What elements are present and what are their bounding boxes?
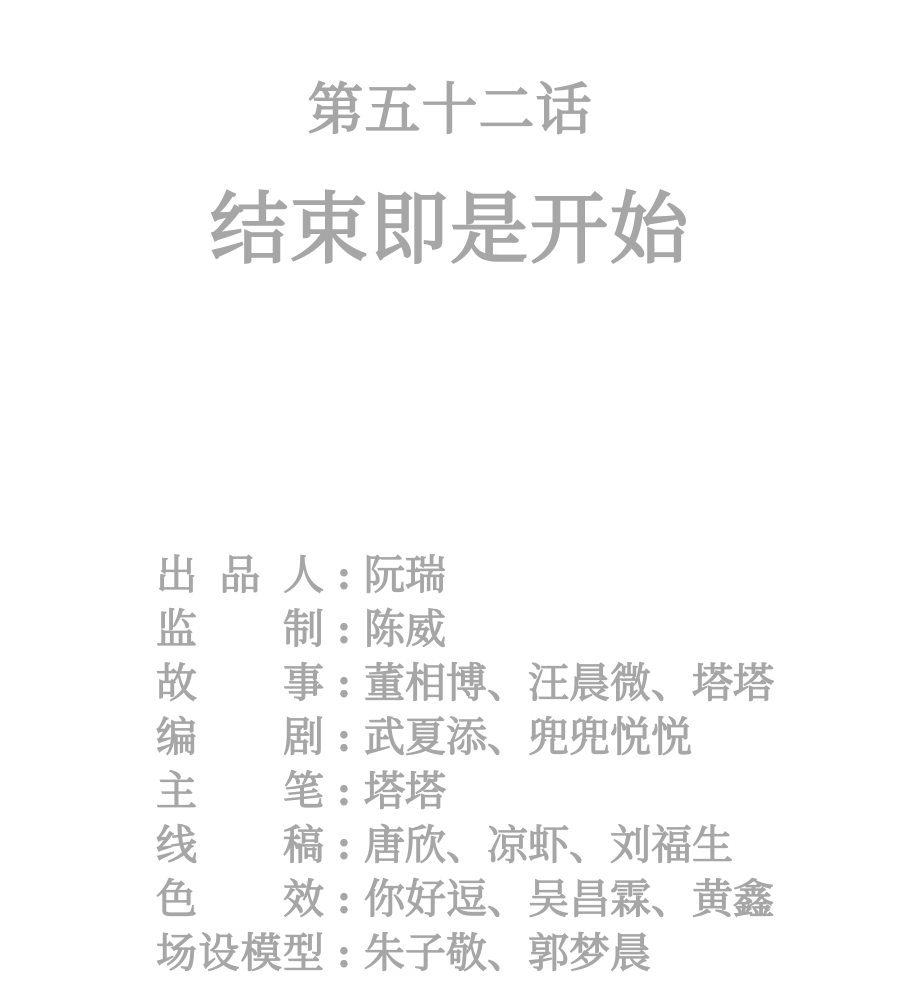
credit-row-scene-models <box>156 926 856 980</box>
credit-label-char: 编 <box>156 713 197 761</box>
credit-label <box>156 656 324 710</box>
credit-label-char: 场 <box>156 929 197 977</box>
credit-label <box>156 548 324 602</box>
credit-colon: : <box>336 767 352 815</box>
credit-value: 唐欣、凉虾、刘福生 <box>364 821 733 869</box>
credit-value: 朱子敬、郭梦晨 <box>364 929 651 977</box>
credit-colon: : <box>336 821 352 869</box>
chapter-title: 结束即是开始 <box>209 184 690 275</box>
credit-row-supervisor <box>156 602 856 656</box>
credit-label-char: 线 <box>156 821 197 869</box>
credit-label-char: 模 <box>240 929 282 977</box>
credit-label-char: 主 <box>156 767 197 815</box>
credit-colon: : <box>336 551 352 599</box>
credit-label-char: 型 <box>282 929 324 977</box>
credit-colon: : <box>336 929 352 977</box>
credit-label <box>156 602 324 656</box>
chapter-number: 第五十二话 <box>307 77 593 143</box>
credit-label <box>156 926 324 980</box>
credit-row-lead-artist <box>156 764 856 818</box>
credit-value: 你好逗、吴昌霖、黄鑫 <box>364 875 774 923</box>
credit-colon: : <box>336 713 352 761</box>
credit-label <box>156 710 324 764</box>
credit-label-char: 效 <box>283 875 324 923</box>
credit-row-line-art <box>156 818 856 872</box>
credit-label-char: 品 <box>219 551 261 599</box>
credit-label-char: 剧 <box>283 713 324 761</box>
credit-label-char: 设 <box>198 929 240 977</box>
credit-label <box>156 764 324 818</box>
credit-colon: : <box>336 659 352 707</box>
credit-row-color-effects <box>156 872 856 926</box>
credit-colon: : <box>336 605 352 653</box>
credit-label <box>156 818 324 872</box>
credit-value: 董相博、汪晨微、塔塔 <box>364 659 774 707</box>
credit-label <box>156 872 324 926</box>
credit-label-char: 制 <box>283 605 324 653</box>
credit-label-char: 事 <box>283 659 324 707</box>
credit-label-char: 稿 <box>283 821 324 869</box>
credit-value: 武夏添、兜兜悦悦 <box>364 713 692 761</box>
credit-row-screenplay <box>156 710 856 764</box>
credit-row-producer <box>156 548 856 602</box>
credit-label-char: 故 <box>156 659 197 707</box>
credit-colon: : <box>336 875 352 923</box>
credit-label-char: 人 <box>283 551 324 599</box>
credit-label-char: 出 <box>156 551 197 599</box>
credit-row-story <box>156 656 856 710</box>
credit-value: 塔塔 <box>364 767 446 815</box>
credit-value: 阮瑞 <box>364 551 446 599</box>
credit-label-char: 色 <box>156 875 197 923</box>
credit-value: 陈威 <box>364 605 446 653</box>
credits-list <box>156 548 856 980</box>
credit-label-char: 监 <box>156 605 197 653</box>
credit-label-char: 笔 <box>283 767 324 815</box>
